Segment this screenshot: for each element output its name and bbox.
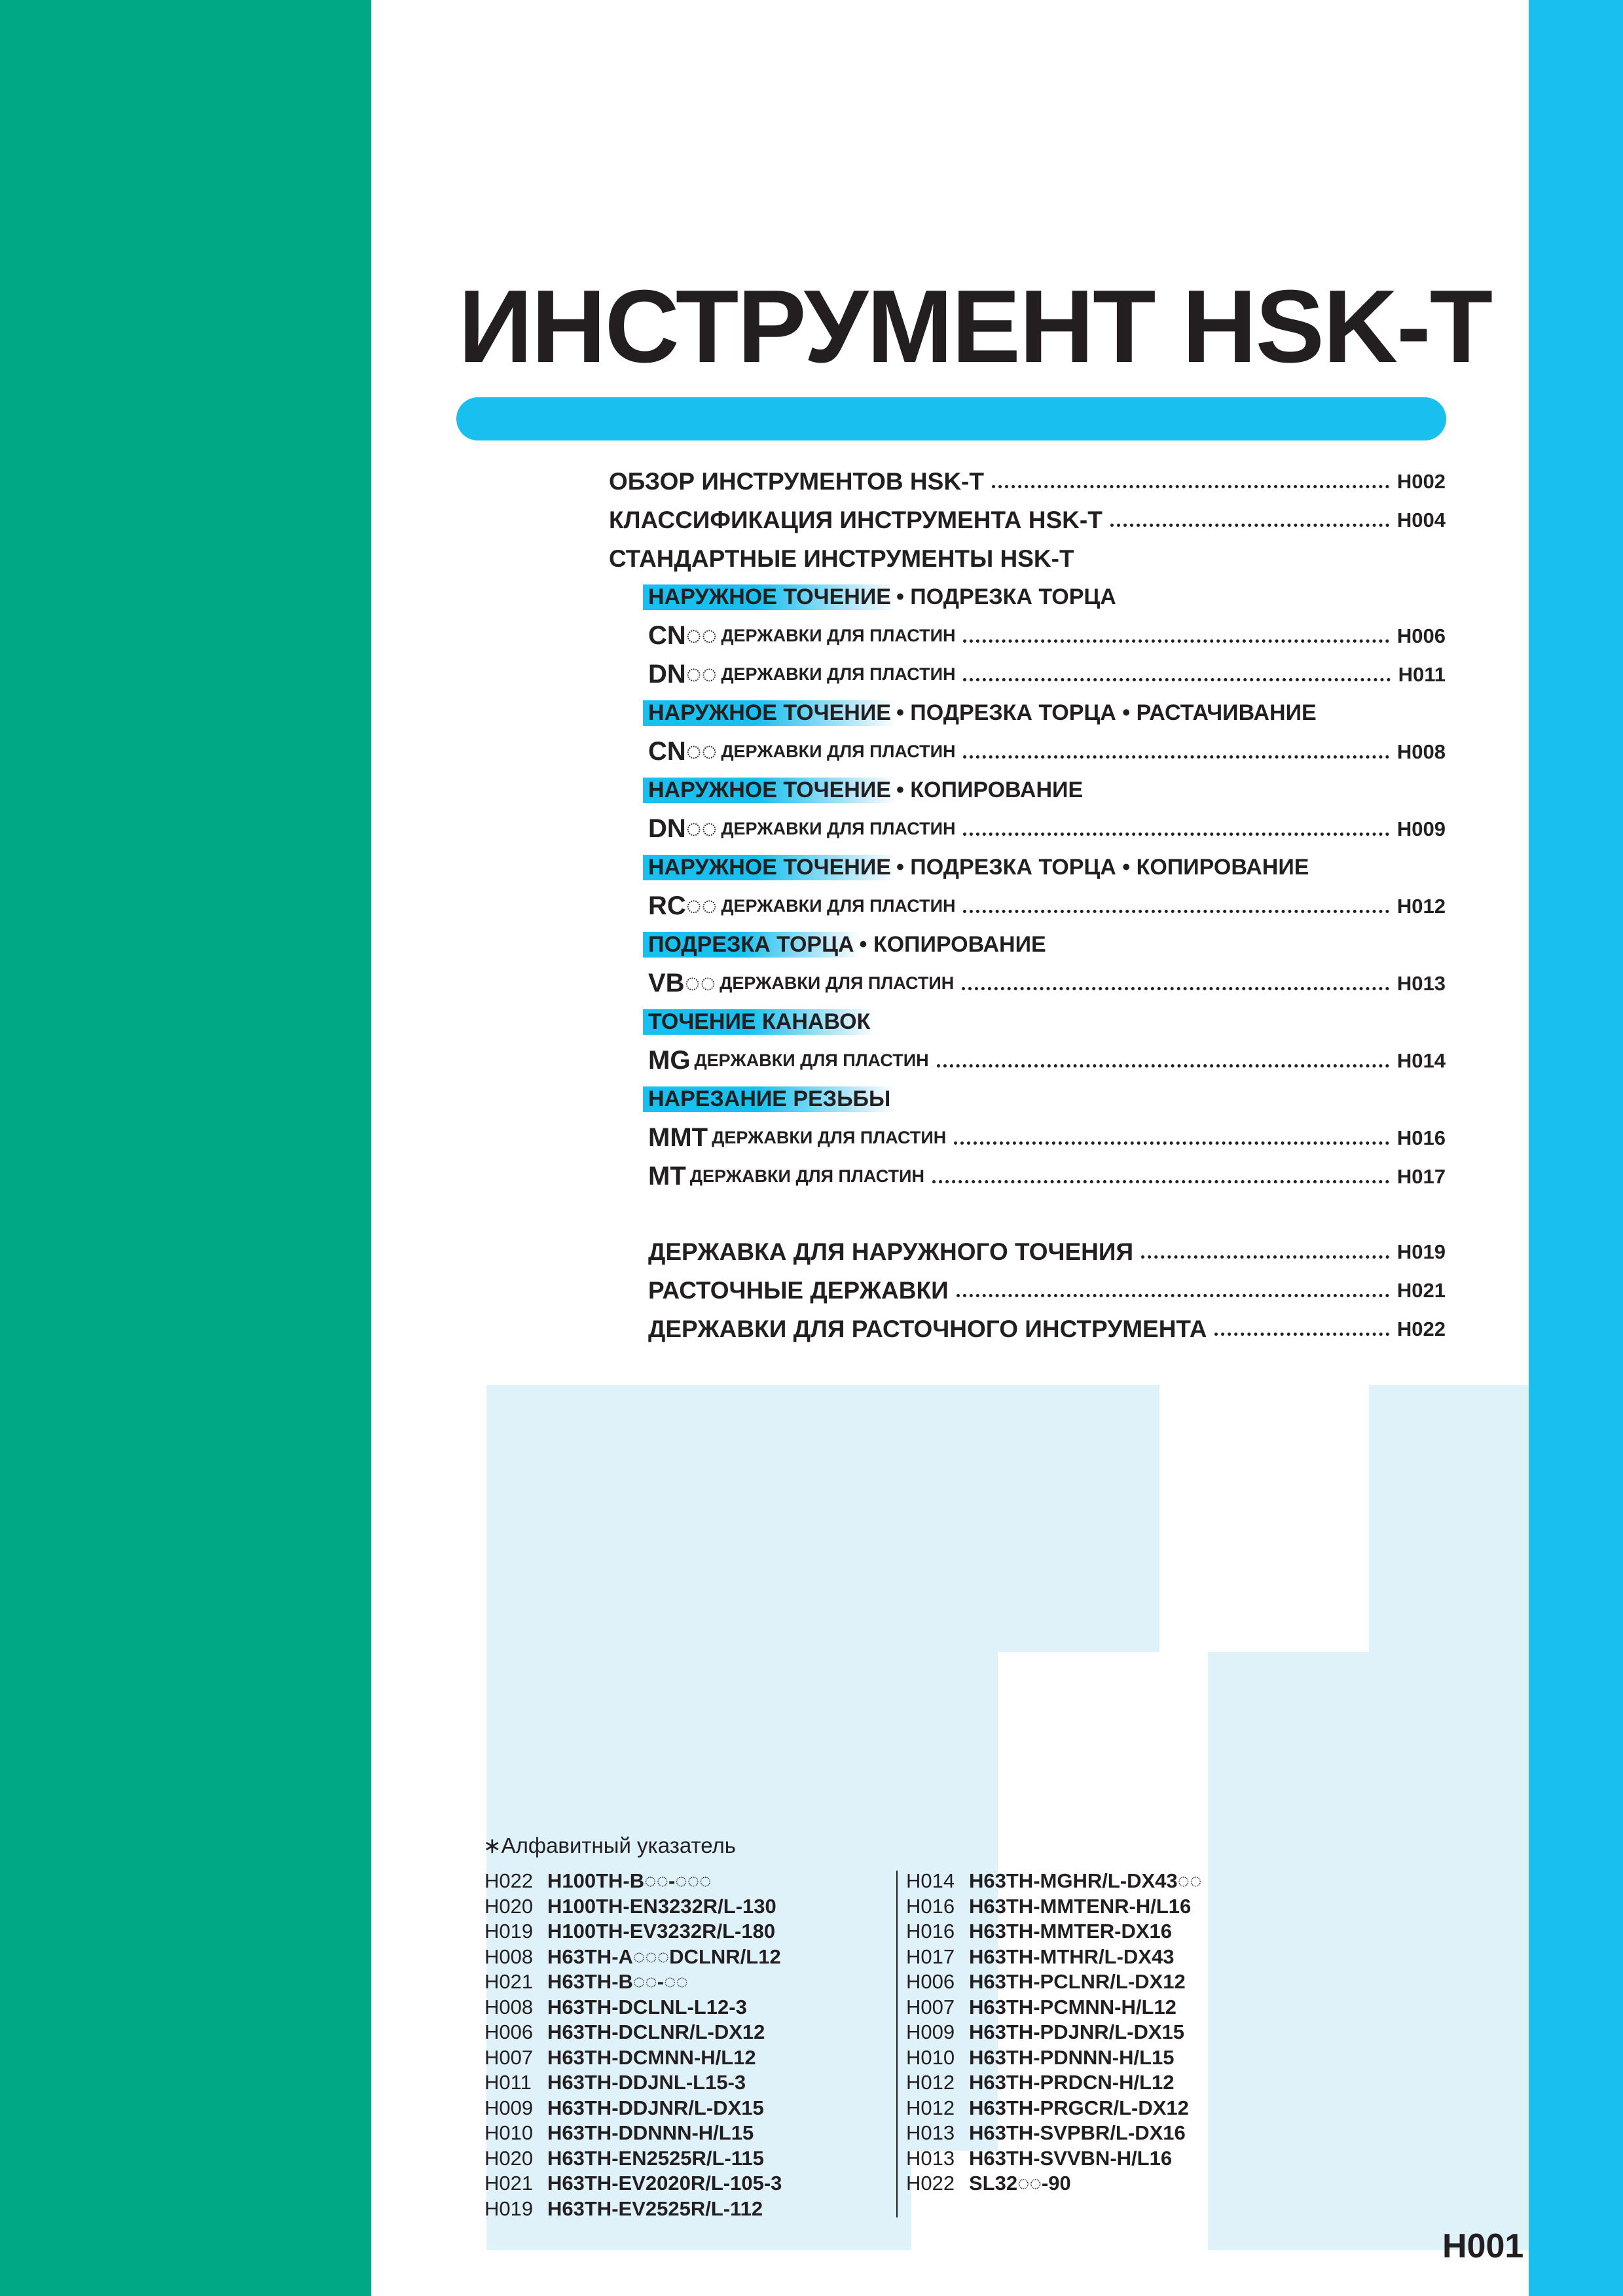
index-page-ref: H016 — [906, 1920, 955, 1943]
toc-entry[interactable] — [609, 501, 1446, 539]
index-code: H63TH-B◌◌-◌◌ — [547, 1970, 688, 1994]
index-page-ref: H006 — [906, 1970, 955, 1994]
index-code: H63TH-EV2020R/L-105-3 — [547, 2172, 782, 2195]
holder-text: ДЕРЖАВКИ ДЛЯ ПЛАСТИН — [720, 973, 955, 993]
bg-decor-block — [1369, 1385, 1529, 1653]
toc-entry-label: ДЕРЖАВКА ДЛЯ НАРУЖНОГО ТОЧЕНИЯ — [648, 1238, 1134, 1265]
toc-page-ref: H008 — [1396, 740, 1446, 763]
index-page-ref: H020 — [484, 2146, 534, 2170]
toc-holder-entry[interactable] — [609, 810, 1446, 848]
index-page-ref: H012 — [906, 2071, 955, 2094]
index-entry[interactable] — [484, 1869, 782, 1894]
index-entry[interactable] — [906, 2146, 1202, 2172]
bg-decor-block — [1208, 1652, 1529, 2250]
toc-category — [609, 771, 1446, 810]
index-page-ref: H007 — [906, 1995, 955, 2018]
category-rest: • ПОДРЕЗКА ТОРЦА — [896, 584, 1116, 609]
toc-page-ref: H009 — [1396, 817, 1446, 840]
index-entry[interactable] — [484, 2121, 782, 2146]
toc-section-heading — [609, 539, 1446, 578]
holder-code: MMT — [648, 1123, 708, 1152]
index-code: H63TH-PDNNN-H/L15 — [969, 2045, 1175, 2069]
holder-code: MT — [648, 1162, 686, 1191]
index-code: H63TH-EN2525R/L-115 — [547, 2146, 764, 2170]
index-code: H63TH-MMTER-DX16 — [969, 1920, 1173, 1943]
toc-holder-entry[interactable] — [609, 617, 1446, 655]
index-entry[interactable] — [906, 1869, 1202, 1894]
index-code: H63TH-PDJNR/L-DX15 — [969, 2020, 1185, 2044]
category-rest: • ПОДРЕЗКА ТОРЦА • КОПИРОВАНИЕ — [896, 855, 1309, 880]
toc-spacer — [609, 1196, 1446, 1232]
index-code: H63TH-MMTENR-H/L16 — [969, 1894, 1192, 1918]
index-code: H63TH-DDNNN-H/L15 — [547, 2121, 754, 2145]
index-page-ref: H019 — [484, 1920, 534, 1943]
dot-leader — [963, 833, 1389, 836]
index-entry[interactable] — [484, 2070, 782, 2096]
dot-leader — [963, 678, 1390, 681]
index-page-ref: H010 — [906, 2045, 955, 2069]
index-page-ref: H016 — [906, 1894, 955, 1918]
toc-entry[interactable] — [609, 1310, 1446, 1348]
toc-entry-label: ОБЗОР ИНСТРУМЕНТОВ HSK-T — [609, 467, 984, 495]
index-page-ref: H006 — [484, 2020, 534, 2044]
toc-page-ref: H011 — [1398, 662, 1446, 686]
index-entry[interactable] — [906, 2121, 1202, 2146]
toc-holder-entry[interactable] — [609, 1041, 1446, 1080]
toc-page-ref: H022 — [1396, 1317, 1446, 1340]
index-entry[interactable] — [906, 1945, 1202, 1970]
index-entry[interactable] — [906, 2171, 1202, 2197]
index-entry[interactable] — [906, 2020, 1202, 2045]
index-page-ref: H008 — [484, 1995, 534, 2018]
index-page-ref: H009 — [906, 2020, 955, 2044]
toc-holder-entry[interactable] — [609, 964, 1446, 1003]
dot-leader — [957, 1294, 1389, 1297]
holder-text: ДЕРЖАВКИ ДЛЯ ПЛАСТИН — [694, 1050, 929, 1070]
toc-holder-entry[interactable] — [609, 1157, 1446, 1196]
holder-text: ДЕРЖАВКИ ДЛЯ ПЛАСТИН — [712, 1128, 947, 1147]
holder-code: MG — [648, 1046, 691, 1075]
dot-leader — [1110, 524, 1389, 527]
dot-leader — [963, 639, 1389, 643]
index-page-ref: H014 — [906, 1869, 955, 1893]
toc-entry-label: РАСТОЧНЫЕ ДЕРЖАВКИ — [648, 1276, 949, 1304]
index-page-ref: H013 — [906, 2121, 955, 2145]
index-code: H100TH-B◌◌-◌◌◌ — [547, 1869, 712, 1893]
toc-page-ref: H016 — [1396, 1126, 1446, 1149]
toc-page-ref: H021 — [1396, 1278, 1446, 1302]
left-green-band — [0, 0, 371, 2296]
index-page-ref: H022 — [484, 1869, 534, 1893]
category-rest: • КОПИРОВАНИЕ — [896, 778, 1084, 802]
index-entry[interactable] — [906, 2096, 1202, 2121]
holder-code: DN◌◌ — [648, 814, 718, 843]
index-code: H100TH-EN3232R/L-130 — [547, 1894, 776, 1918]
toc-entry-label: ДЕРЖАВКИ ДЛЯ РАСТОЧНОГО ИНСТРУМЕНТА — [648, 1315, 1207, 1342]
index-code: H63TH-PRGCR/L-DX12 — [969, 2096, 1189, 2119]
index-entry[interactable] — [484, 2045, 782, 2071]
toc-page-ref: H012 — [1396, 894, 1446, 918]
dot-leader — [937, 1064, 1389, 1067]
category-highlight: ПОДРЕЗКА ТОРЦА — [643, 932, 860, 958]
index-column-2 — [906, 1869, 1202, 2197]
toc-category — [609, 578, 1446, 617]
index-entry[interactable] — [906, 1969, 1202, 1995]
category-highlight: ТОЧЕНИЕ КАНАВОК — [643, 1009, 875, 1035]
holder-text: ДЕРЖАВКИ ДЛЯ ПЛАСТИН — [721, 819, 956, 838]
index-entry[interactable] — [484, 2197, 782, 2222]
index-entry[interactable] — [484, 2020, 782, 2045]
index-code: H63TH-MTHR/L-DX43 — [969, 1945, 1175, 1968]
index-code: H63TH-PCLNR/L-DX12 — [969, 1970, 1186, 1994]
dot-leader — [1141, 1255, 1389, 1259]
index-entry[interactable] — [906, 2045, 1202, 2071]
category-highlight: НАРУЖНОЕ ТОЧЕНИЕ — [643, 855, 896, 880]
index-code: H63TH-DCLNL-L12-3 — [547, 1995, 747, 2018]
index-page-ref: H017 — [906, 1945, 955, 1968]
toc-holder-entry[interactable] — [609, 1119, 1446, 1157]
category-rest: • ПОДРЕЗКА ТОРЦА • РАСТАЧИВАНИЕ — [896, 700, 1317, 725]
table-of-contents — [609, 462, 1446, 1348]
category-highlight: НАРУЖНОЕ ТОЧЕНИЕ — [643, 584, 896, 610]
index-entry[interactable] — [484, 1969, 782, 1995]
dot-leader — [962, 987, 1389, 990]
index-code: H63TH-DDJNL-L15-3 — [547, 2071, 746, 2094]
index-code: H63TH-EV2525R/L-112 — [547, 2197, 763, 2220]
toc-holder-entry[interactable] — [609, 655, 1446, 694]
dot-leader — [992, 485, 1389, 488]
holder-text: ДЕРЖАВКИ ДЛЯ ПЛАСТИН — [721, 896, 956, 916]
title-underline-bar — [456, 397, 1446, 440]
toc-page-ref: H013 — [1396, 971, 1446, 995]
index-code: H63TH-DDJNR/L-DX15 — [547, 2096, 764, 2119]
index-page-ref: H008 — [484, 1945, 534, 1968]
holder-text: ДЕРЖАВКИ ДЛЯ ПЛАСТИН — [721, 626, 956, 645]
toc-entry-label: СТАНДАРТНЫЕ ИНСТРУМЕНТЫ HSK-T — [609, 545, 1074, 572]
index-page-ref: H020 — [484, 1894, 534, 1918]
index-page-ref: H021 — [484, 1970, 534, 1994]
index-entry[interactable] — [484, 1945, 782, 1970]
toc-entry[interactable] — [609, 462, 1446, 501]
toc-page-ref: H017 — [1396, 1164, 1446, 1188]
index-code: SL32◌◌-90 — [969, 2172, 1071, 2195]
holder-text: ДЕРЖАВКИ ДЛЯ ПЛАСТИН — [721, 664, 956, 684]
page-title: ИНСТРУМЕНТ HSK-T — [458, 269, 1492, 384]
toc-category — [609, 694, 1446, 732]
bg-decor-block — [486, 1385, 1159, 1652]
index-page-ref: H019 — [484, 2197, 534, 2220]
toc-page-ref: H006 — [1396, 624, 1446, 647]
index-entry[interactable] — [484, 1894, 782, 1920]
index-page-ref: H013 — [906, 2146, 955, 2170]
toc-holder-entry[interactable] — [609, 887, 1446, 925]
index-code: H100TH-EV3232R/L-180 — [547, 1920, 776, 1943]
index-page-ref: H011 — [484, 2071, 532, 2094]
dot-leader — [932, 1180, 1389, 1183]
holder-code: CN◌◌ — [648, 621, 718, 650]
index-page-ref: H022 — [906, 2172, 955, 2195]
toc-category — [609, 925, 1446, 964]
dot-leader — [1214, 1333, 1389, 1336]
index-page-ref: H010 — [484, 2121, 534, 2145]
toc-category — [609, 1080, 1446, 1119]
index-page-ref: H009 — [484, 2096, 534, 2119]
category-rest: • КОПИРОВАНИЕ — [859, 932, 1046, 957]
index-entry[interactable] — [484, 2146, 782, 2172]
category-highlight: НАРЕЗАНИЕ РЕЗЬБЫ — [643, 1086, 896, 1112]
dot-leader — [963, 755, 1389, 759]
toc-category — [609, 848, 1446, 887]
holder-code: CN◌◌ — [648, 737, 718, 766]
index-page-ref: H007 — [484, 2045, 534, 2069]
toc-entry[interactable] — [609, 1271, 1446, 1310]
holder-code: DN◌◌ — [648, 660, 718, 689]
toc-holder-entry[interactable] — [609, 732, 1446, 771]
holder-code: RC◌◌ — [648, 891, 718, 920]
index-code: H63TH-DCLNR/L-DX12 — [547, 2020, 765, 2044]
index-entry[interactable] — [906, 1919, 1202, 1945]
index-code: H63TH-SVVBN-H/L16 — [969, 2146, 1173, 2170]
index-page-ref: H012 — [906, 2096, 955, 2119]
index-page-ref: H021 — [484, 2172, 534, 2195]
right-cyan-band — [1529, 0, 1623, 2296]
alphabetical-index-title: ∗Алфавитный указатель — [483, 1833, 736, 1857]
index-code: H63TH-PRDCN-H/L12 — [969, 2071, 1175, 2094]
toc-page-ref: H004 — [1396, 508, 1446, 531]
toc-entry[interactable] — [609, 1232, 1446, 1271]
index-entry[interactable] — [906, 2070, 1202, 2096]
index-entry[interactable] — [484, 1919, 782, 1945]
index-code: H63TH-MGHR/L-DX43◌◌ — [969, 1869, 1202, 1893]
holder-text: ДЕРЖАВКИ ДЛЯ ПЛАСТИН — [721, 742, 956, 761]
category-highlight: НАРУЖНОЕ ТОЧЕНИЕ — [643, 700, 896, 726]
toc-page-ref: H002 — [1396, 469, 1446, 493]
toc-page-ref: H019 — [1396, 1240, 1446, 1263]
index-entry[interactable] — [906, 1995, 1202, 2020]
index-code: H63TH-DCMNN-H/L12 — [547, 2045, 756, 2069]
holder-code: VB◌◌ — [648, 969, 716, 997]
index-column-divider — [896, 1871, 898, 2217]
index-code: H63TH-A◌◌◌DCLNR/L12 — [547, 1945, 781, 1968]
index-code: H63TH-PCMNN-H/L12 — [969, 1995, 1176, 2018]
dot-leader — [963, 910, 1389, 913]
category-highlight: НАРУЖНОЕ ТОЧЕНИЕ — [643, 778, 896, 803]
dot-leader — [954, 1141, 1389, 1145]
index-entry[interactable] — [484, 2096, 782, 2121]
index-entry[interactable] — [906, 1894, 1202, 1920]
index-code: H63TH-SVPBR/L-DX16 — [969, 2121, 1186, 2145]
toc-category — [609, 1003, 1446, 1041]
index-column-1 — [484, 1869, 782, 2221]
index-entry[interactable] — [484, 2171, 782, 2197]
holder-text: ДЕРЖАВКИ ДЛЯ ПЛАСТИН — [689, 1166, 924, 1186]
toc-page-ref: H014 — [1396, 1049, 1446, 1072]
index-entry[interactable] — [484, 1995, 782, 2020]
page-number: H001 — [1442, 2227, 1524, 2265]
toc-entry-label: КЛАССИФИКАЦИЯ ИНСТРУМЕНТА HSK-T — [609, 506, 1103, 533]
